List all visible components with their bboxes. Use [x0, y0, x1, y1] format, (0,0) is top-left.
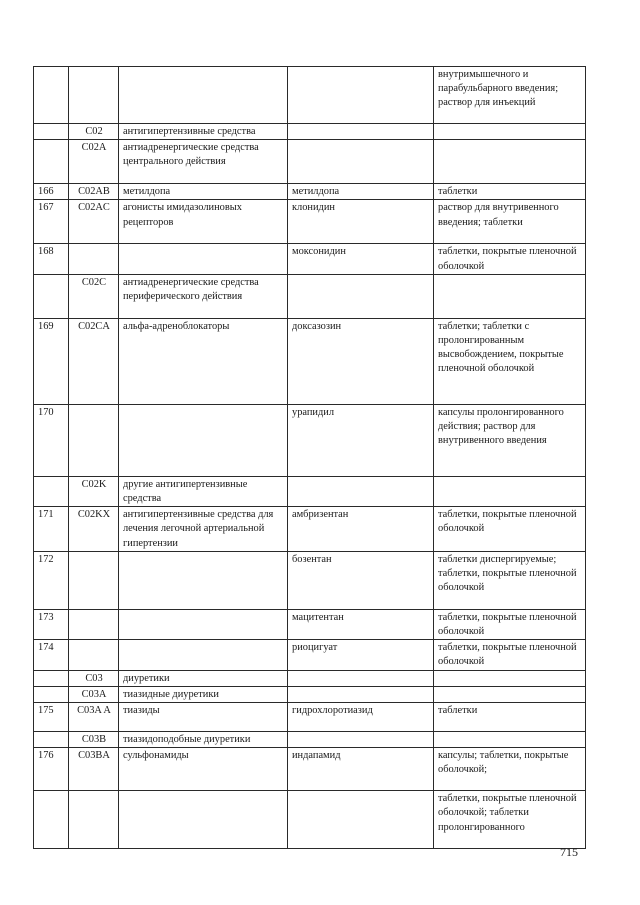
dosage-form: [434, 732, 586, 748]
row-number: [34, 686, 69, 702]
drug-name: [288, 732, 434, 748]
row-number: [34, 476, 69, 506]
drug-name: индапамид: [288, 748, 434, 791]
dosage-form: [434, 140, 586, 184]
group-name: альфа-адреноблокаторы: [119, 318, 288, 404]
table-row: [34, 640, 586, 670]
group-name: другие антигипертензивные средства: [119, 476, 288, 506]
row-number: [34, 124, 69, 140]
drug-name: [288, 124, 434, 140]
row-number: [34, 670, 69, 686]
group-name: сульфонамиды: [119, 748, 288, 791]
table-row: [34, 476, 586, 506]
group-name: антигипертензивные средства для лечения легочной артериальной гипертензии: [119, 507, 288, 552]
row-number: 169: [34, 318, 69, 404]
page-number: 715: [560, 845, 578, 859]
atc-code: C02KX: [69, 507, 119, 552]
drug-name: [288, 791, 434, 849]
dosage-form: таблетки: [434, 184, 586, 200]
group-name: тиазиды: [119, 703, 288, 732]
dosage-form: внутримышечного и парабульбарного введения; раствор для инъекций: [434, 67, 586, 124]
group-name: [119, 640, 288, 670]
table-row: [34, 686, 586, 702]
table-row: [34, 200, 586, 244]
group-name: [119, 551, 288, 609]
atc-code: [69, 551, 119, 609]
atc-code: C02C: [69, 274, 119, 318]
table-row: [34, 609, 586, 639]
dosage-form: капсулы пролонгированного действия; раствор для внутривенного введения: [434, 404, 586, 476]
table-row: [34, 732, 586, 748]
row-number: 173: [34, 609, 69, 639]
atc-code: [69, 244, 119, 274]
drug-name: амбризентан: [288, 507, 434, 552]
group-name: агонисты имидазолиновых рецепторов: [119, 200, 288, 244]
atc-code: C02K: [69, 476, 119, 506]
drug-name: [288, 670, 434, 686]
dosage-form: таблетки, покрытые пленочной оболочкой: [434, 507, 586, 552]
row-number: 167: [34, 200, 69, 244]
group-name: [119, 609, 288, 639]
row-number: [34, 67, 69, 124]
group-name: [119, 791, 288, 849]
drug-name: [288, 686, 434, 702]
table-row: [34, 748, 586, 791]
table-row: [34, 318, 586, 404]
table-row: [34, 507, 586, 552]
drug-name: мацитентан: [288, 609, 434, 639]
drug-name: бозентан: [288, 551, 434, 609]
atc-code: C03A A: [69, 703, 119, 732]
drug-name: урапидил: [288, 404, 434, 476]
table-row: [34, 67, 586, 124]
table-row: [34, 670, 586, 686]
group-name: метилдопа: [119, 184, 288, 200]
atc-code: C03BA: [69, 748, 119, 791]
dosage-form: таблетки, покрытые пленочной оболочкой: [434, 640, 586, 670]
table-row: [34, 404, 586, 476]
table-row: [34, 703, 586, 732]
dosage-form: [434, 274, 586, 318]
row-number: 171: [34, 507, 69, 552]
dosage-form: таблетки, покрытые пленочной оболочкой: [434, 609, 586, 639]
group-name: [119, 67, 288, 124]
atc-code: C02CA: [69, 318, 119, 404]
dosage-form: [434, 670, 586, 686]
drug-name: [288, 140, 434, 184]
drug-name: доксазозин: [288, 318, 434, 404]
atc-code: C02A: [69, 140, 119, 184]
table-row: [34, 244, 586, 274]
atc-code: [69, 67, 119, 124]
table-row: [34, 274, 586, 318]
drug-name: [288, 476, 434, 506]
dosage-form: таблетки: [434, 703, 586, 732]
drug-name: риоцигуат: [288, 640, 434, 670]
row-number: [34, 732, 69, 748]
row-number: 174: [34, 640, 69, 670]
table-row: [34, 184, 586, 200]
drug-name: гидрохлоротиазид: [288, 703, 434, 732]
group-name: антиадренергические средства периферического действия: [119, 274, 288, 318]
group-name: тиазидоподобные диуретики: [119, 732, 288, 748]
dosage-form: таблетки диспергируемые; таблетки, покрытые пленочной оболочкой: [434, 551, 586, 609]
dosage-form: [434, 124, 586, 140]
atc-code: [69, 791, 119, 849]
table-row: [34, 791, 586, 849]
atc-code: C02AC: [69, 200, 119, 244]
atc-code: C03A: [69, 686, 119, 702]
row-number: [34, 140, 69, 184]
atc-code: C03: [69, 670, 119, 686]
atc-code: [69, 640, 119, 670]
table-row: [34, 124, 586, 140]
group-name: [119, 404, 288, 476]
row-number: 175: [34, 703, 69, 732]
dosage-form: раствор для внутривенного введения; таблетки: [434, 200, 586, 244]
atc-code: [69, 609, 119, 639]
table-row: [34, 140, 586, 184]
row-number: 166: [34, 184, 69, 200]
row-number: 170: [34, 404, 69, 476]
drug-name: клонидин: [288, 200, 434, 244]
group-name: [119, 244, 288, 274]
group-name: тиазидные диуретики: [119, 686, 288, 702]
dosage-form: [434, 476, 586, 506]
dosage-form: капсулы; таблетки, покрытые оболочкой;: [434, 748, 586, 791]
dosage-form: таблетки; таблетки с пролонгированным высвобождением, покрытые пленочной оболочкой: [434, 318, 586, 404]
row-number: 168: [34, 244, 69, 274]
dosage-form: таблетки, покрытые пленочной оболочкой; таблетки пролонгированного: [434, 791, 586, 849]
group-name: диуретики: [119, 670, 288, 686]
group-name: антигипертензивные средства: [119, 124, 288, 140]
row-number: [34, 274, 69, 318]
atc-code: C02AB: [69, 184, 119, 200]
atc-code: [69, 404, 119, 476]
drug-name: [288, 67, 434, 124]
medication-table: [33, 66, 586, 849]
table-row: [34, 551, 586, 609]
row-number: 176: [34, 748, 69, 791]
dosage-form: [434, 686, 586, 702]
row-number: 172: [34, 551, 69, 609]
drug-name: [288, 274, 434, 318]
atc-code: C03B: [69, 732, 119, 748]
row-number: [34, 791, 69, 849]
drug-name: метилдопа: [288, 184, 434, 200]
atc-code: C02: [69, 124, 119, 140]
group-name: антиадренергические средства центрального действия: [119, 140, 288, 184]
drug-name: моксонидин: [288, 244, 434, 274]
dosage-form: таблетки, покрытые пленочной оболочкой: [434, 244, 586, 274]
